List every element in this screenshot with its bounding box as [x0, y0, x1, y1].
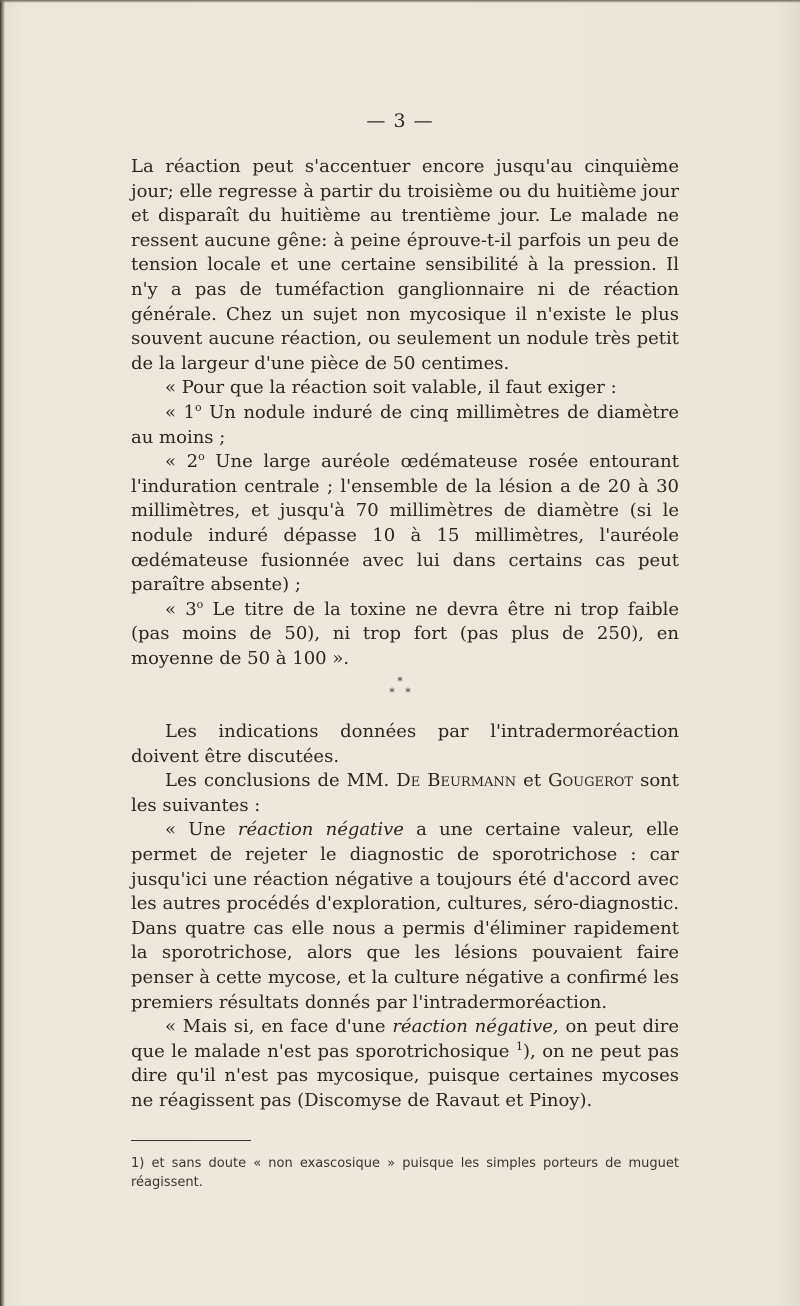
page-top-edge — [0, 0, 800, 3]
text-run: ), on ne peut pas dire qu'il n'est pas mycosique, puisque certaines mycoses ne réagissent pas (Discomyse de Ravaut et Pinoy). — [131, 1040, 679, 1111]
text-run: on peut dire que le malade n'est pas sporotrichosique — [131, 1016, 679, 1062]
item-text: Le titre de la toxine ne devra être ni trop faible (pas moins de 50), ni trop fort (pas plus de 250), en moyenne de 50 à 100 ». — [131, 598, 680, 669]
paragraph: « Pour que la réaction soit valable, il faut exiger : — [165, 377, 617, 399]
emphasis: réaction négative, — [392, 1016, 559, 1038]
paragraph — [131, 769, 679, 818]
ordinal-superscript: o — [196, 597, 204, 611]
footnote: 1) et sans doute « non exascosique » puisque les simples porteurs de muguet réagissent. — [131, 1156, 679, 1190]
item-marker: « 3 — [165, 598, 197, 620]
footnote-reference: 1 — [515, 1039, 523, 1053]
list-item — [131, 450, 679, 598]
item-marker: « 1 — [165, 401, 195, 423]
section-separator — [380, 676, 420, 702]
text-run: « Mais si, en face d'une — [165, 1016, 393, 1038]
paragraph: La réaction peut s'accentuer encore jusqu'au cinquième jour; elle regresse à partir du troisième ou du huitième jour et disparaît du huitième au trentième jour. Le malade ne ressent aucune gêne: à peine éprouve-t-il parfois un peu de tension locale et une certaine sensibilité à la pression. Il n'y a pas de tuméfaction ganglionnaire ni de réaction générale. Chez un sujet non mycosique il n'existe le plus souvent aucune réaction, ou seulement un nodule très petit de la largeur d'une pièce de 50 centimes. — [131, 156, 679, 374]
list-item — [131, 401, 679, 450]
text-run: sont les suivantes : — [131, 770, 679, 816]
text-run: Les conclusions de MM. — [165, 770, 397, 792]
page-number: — 3 — — [366, 110, 434, 132]
asterism-top: * — [397, 675, 403, 688]
footnote-divider — [131, 1140, 251, 1141]
main-text-block-1 — [131, 155, 679, 671]
page-left-edge — [0, 0, 5, 1306]
author-name: Gougerot — [548, 770, 634, 792]
item-text: Un nodule induré de cinq millimètres de diamètre au moins ; — [131, 401, 680, 448]
paragraph — [131, 818, 679, 1015]
text-run: et — [516, 770, 549, 792]
author-name: De Beurmann — [396, 770, 517, 792]
ordinal-superscript: o — [194, 400, 202, 414]
ordinal-superscript: o — [198, 450, 205, 464]
emphasis: réaction négative — [237, 819, 404, 841]
list-item — [131, 598, 679, 672]
main-text-block-2 — [131, 720, 679, 1114]
paragraph — [131, 1015, 679, 1113]
paragraph: Les indications données par l'intradermoréaction doivent être discutées. — [131, 721, 679, 767]
asterism-bottom: * * — [389, 686, 411, 699]
text-run: a une certaine valeur, elle permet de rejeter le diagnostic de sporotrichose : car jusqu'ici une réaction négative a toujours été d'accord avec les autres procédés d'exploration, cultures, séro-diagnostic. Dans quatre cas elle nous a permis d'éliminer rapidement la sporotrichose, alors que les lésions pouvaient faire penser à cette mycose, et la culture négative a confirmé les premiers résultats donnés par l'intradermoréaction. — [131, 819, 679, 1013]
item-text: Une large auréole œdémateuse rosée entourant l'induration centrale ; l'ensemble de la lésion a de 20 à 30 millimètres, et jusqu'à 70 millimètres de diamètre (si le nodule induré dépasse 10 à 15 millimètres, l'auréole œdémateuse fusionnée avec lui dans certains cas peut paraître absente) ; — [131, 451, 680, 596]
text-run: « Une — [165, 819, 238, 841]
item-marker: « 2 — [165, 451, 199, 473]
